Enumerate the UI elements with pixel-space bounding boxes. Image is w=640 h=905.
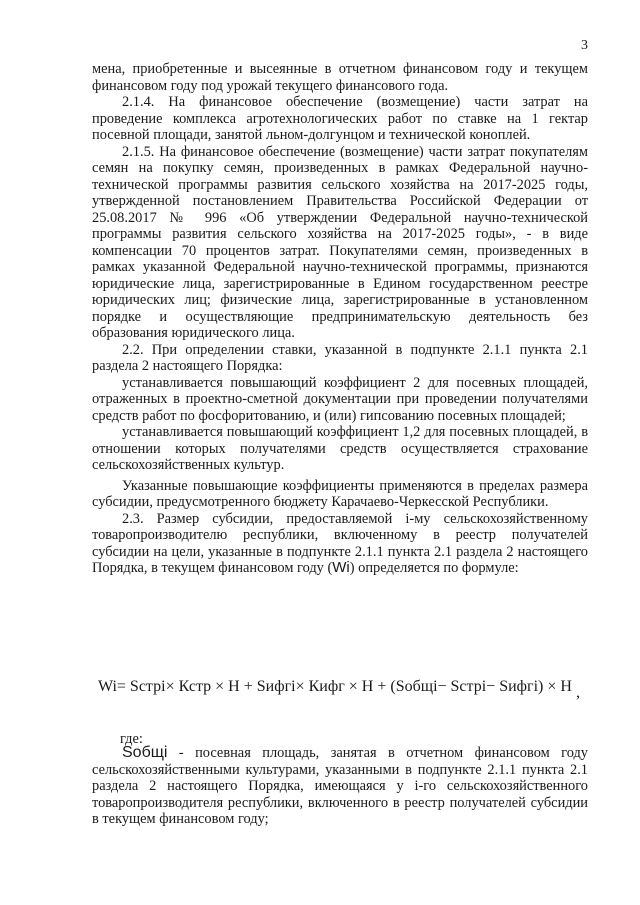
formula-expression: Wi= Sстрi× Кстр × Н + Sифгi× Кифг × Н + (Sобщi− Sстрi− Sифгi) × Н — [98, 678, 572, 695]
formula-comma: , — [575, 684, 580, 701]
wi-symbol: Wi — [332, 559, 350, 576]
paragraph-continuation: мена, приобретенные и высеянные в отчетном финансовом году и текущем финансовом году под урожай текущего финансового года. — [92, 61, 588, 94]
paragraph-2-3-end: ) определяется по формуле: — [349, 560, 519, 576]
definition-sobsh-paragraph — [92, 745, 588, 828]
paragraph-2-2: 2.2. При определении ставки, указанной в подпункте 2.1.1 пункта 2.1 раздела 2 настоящего Порядка: — [92, 341, 588, 374]
paragraph-2-3-text: 2.3. Размер субсидии, предоставляемой i-му сельскохозяйственному товаропроизводителю республики, включенному в реестр получателей субсидии на цели, указанные в подпункте 2.1.1 пункта 2.1 раздела 2 настоящего Порядка, в текущем финансовом году ( — [92, 510, 588, 576]
paragraph-coefficient-1-2: устанавливается повышающий коэффициент 1,2 для посевных площадей, в отношении которых получателями средств осуществляется страхование сельскохозяйственных культур. — [92, 424, 588, 473]
subsidy-formula — [98, 678, 618, 701]
definition-sobsh — [92, 745, 588, 828]
paragraph-coefficients-limit: Указанные повышающие коэффициенты применяются в пределах размера субсидии, предусмотренного бюджету Карачаево-Черкесской Республики. — [92, 477, 588, 510]
document-body — [92, 61, 588, 577]
where-label: где: — [120, 731, 143, 747]
page-number: 3 — [581, 38, 588, 53]
paragraph-coefficient-2: устанавливается повышающий коэффициент 2 для посевных площадей, отраженных в проектно-сметной документации при проведении получателями средств работ по фосфоритованию, и (или) гипсованию посевных площадей; — [92, 374, 588, 424]
sobsh-symbol: Sобщi — [122, 744, 168, 761]
paragraph-2-1-5: 2.1.5. На финансовое обеспечение (возмещение) части затрат покупателям семян на покупку семян, произведенных в рамках Федеральной научно-технической программы развития сельского хозяйства на 2017-2025 годы, утвержденной постановлением Правительства Российской Федерации от 25.08.2017 № 996 «Об утверждении Федеральной научно-технической программы развития сельского хозяйства на 2017-2025 годы», - в виде компенсации 70 процентов затрат. Покупателями семян, произведенных в рамках указанной Федеральной научно-технической программы, признаются юридические лица, зарегистрированные в Едином государственном реестре юридических лиц; физические лица, зарегистрированные в установленном порядке и осуществляющие предпринимательскую деятельность без образования юридического лица. — [92, 143, 588, 341]
paragraph-2-3 — [92, 511, 588, 577]
paragraph-2-1-4: 2.1.4. На финансовое обеспечение (возмещение) части затрат на проведение комплекса агротехнологических работ по ставке на 1 гектар посевной площади, занятой льном-долгунцом и технической коноплей. — [92, 94, 588, 143]
definition-sobsh-text: - посевная площадь, занятая в отчетном финансовом году сельскохозяйственными культурами, указанными в подпункте 2.1.1 пункта 2.1 раздела 2 настоящего Порядка, имеющаяся у i-го сельскохозяйственного товаропроизводителя республики, включенного в реестр получателей субсидии в текущем финансовом году; — [92, 745, 588, 827]
